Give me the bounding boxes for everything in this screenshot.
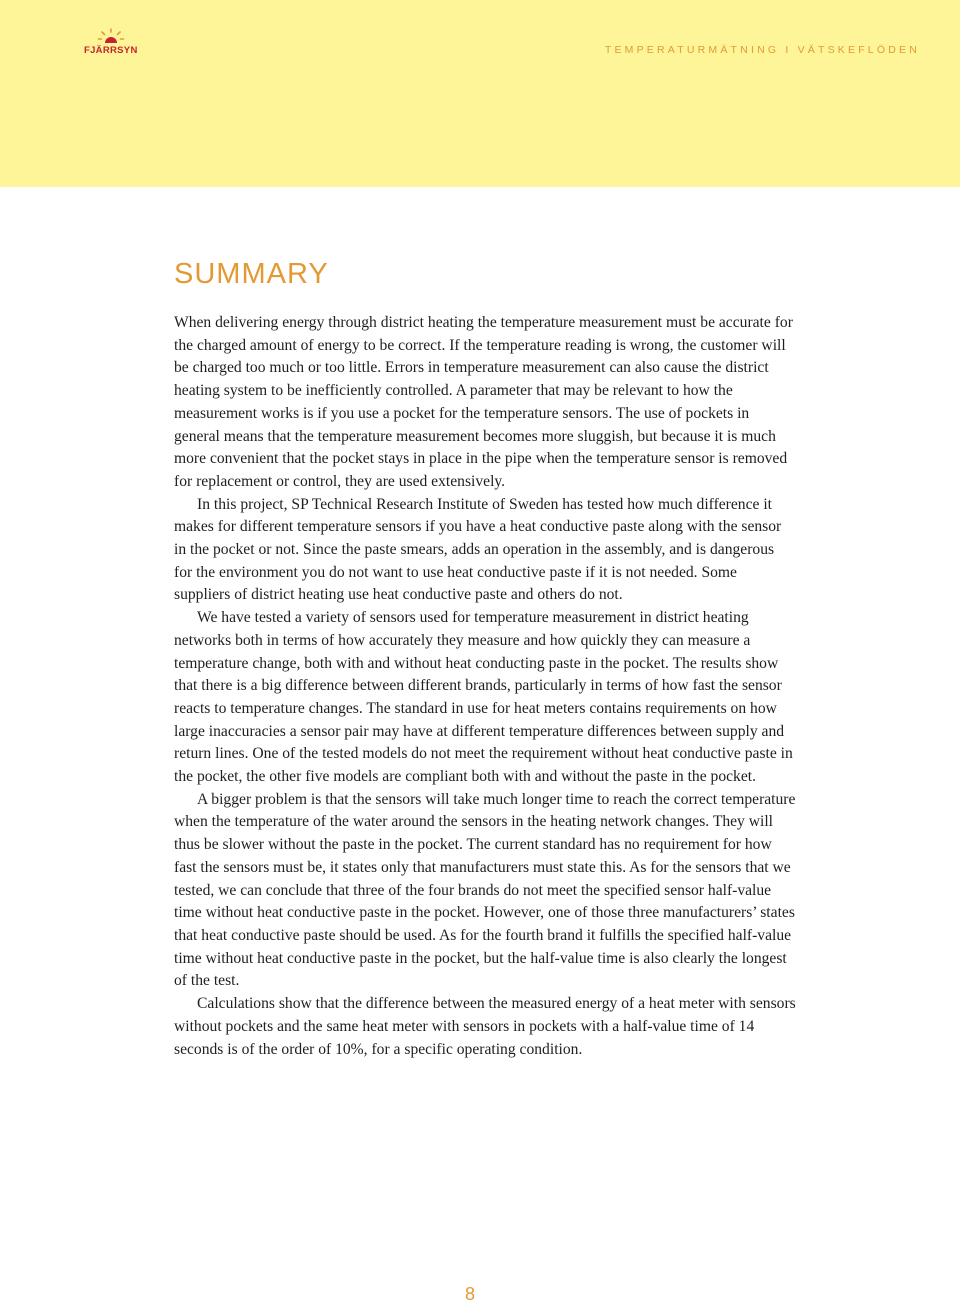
summary-body [174, 312, 796, 1061]
section-title: SUMMARY [174, 258, 329, 290]
running-header-title: TEMPERATURMÄTNING I VÄTSKEFLÖDEN [604, 44, 920, 56]
header-band [0, 0, 960, 187]
paragraph-3: We have tested a variety of sensors used for temperature measurement in district heating networks both in terms of how accurately they measure and how quickly they can measure a temperature change, both with and without heat conducting paste in the pocket. The results show that there is a big difference between different brands, particularly in terms of how fast the sensor reacts to temperature changes. The standard in use for heat meters contains requirements on how large inaccuracies a sensor pair may have at different temperature differences between supply and return lines. One of the tested models do not meet the requirement without heat conductive paste in the pocket, the other five models are compliant both with and without the paste in the pocket. [174, 609, 793, 786]
paragraph-1: When delivering energy through district heating the temperature measurement must be accurate for the charged amount of energy to be correct. If the temperature reading is wrong, the customer will be charged too much or too little. Errors in temperature measurement can also cause the district heating system to be inefficiently controlled. A parameter that may be relevant to how the measurement works is if you use a pocket for the temperature sensors. The use of pockets in general means that the temperature measurement becomes more sluggish, but because it is much more convenient that the pocket stays in place in the pipe when the temperature sensor is removed for replacement or control, they are used extensively. [174, 314, 793, 490]
page-number: 8 [464, 1284, 475, 1304]
paragraph-2: In this project, SP Technical Research Institute of Sweden has tested how much difference it makes for different temperature sensors if you have a heat conductive paste along with the sensor in the pocket or not. Since the paste smears, adds an operation in the assembly, and is dangerous for the environment you do not want to use heat conductive paste if it is not needed. Some suppliers of district heating use heat conductive paste and others do not. [174, 495, 782, 604]
sun-icon [97, 28, 125, 44]
paragraph-4: A bigger problem is that the sensors will take much longer time to reach the correct temperature when the temperature of the water around the sensors in the heating network changes. They will thus be slower without the paste in the pocket. The current standard has no requirement for how fast the sensors must be, it states only that manufacturers must state this. As for the sensors that we tested, we can conclude that three of the four brands do not meet the specified sensor half-value time without heat conductive paste in the pocket. However, one of those three manufacturers’ states that heat conductive paste should be used. As for the fourth brand it fulfills the specified half-value time without heat conductive paste in the pocket, but the half-value time is also clearly the longest of the test. [174, 790, 796, 990]
fjarrsyn-logo [84, 28, 140, 60]
logo-text: FJÄRRSYN [84, 45, 138, 56]
paragraph-5: Calculations show that the difference between the measured energy of a heat meter with sensors without pockets and the same heat meter with sensors in pockets with a half-value time of 14 seconds is of the order of 10%, for a specific operating condition. [174, 995, 796, 1058]
